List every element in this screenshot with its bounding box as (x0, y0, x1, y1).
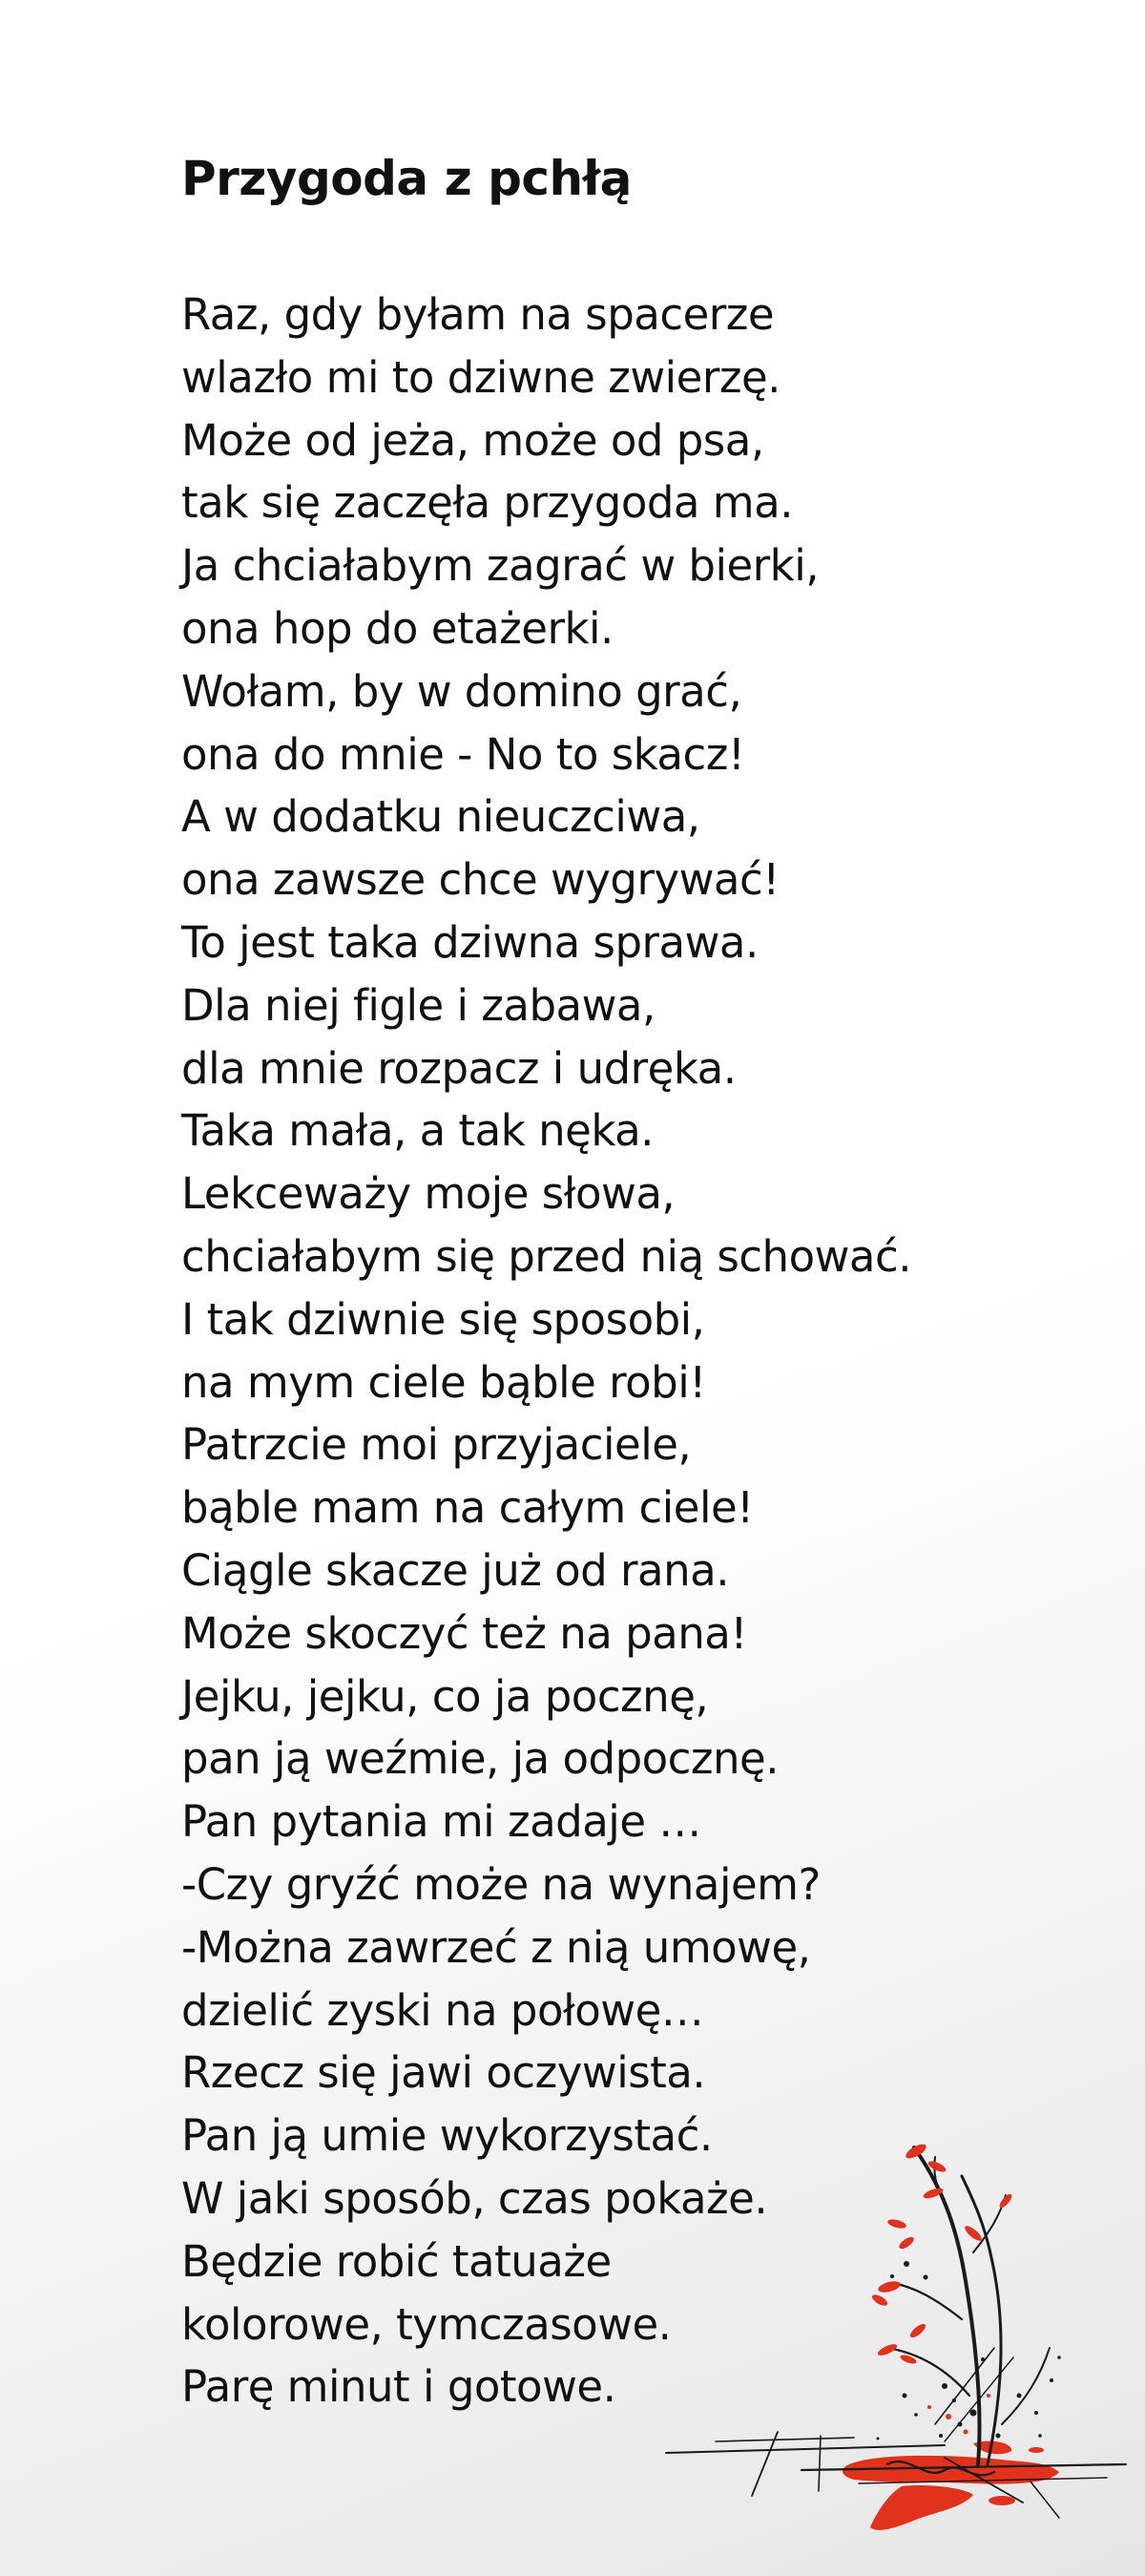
poem-line: -Czy gryźć może na wynajem? (181, 1858, 821, 1910)
poem-line: ona hop do etażerki. (181, 602, 614, 654)
branch (887, 2147, 1050, 2464)
poem-line: A w dodatku nieuczciwa, (181, 791, 700, 843)
poem-line: -Można zawrzeć z nią umowę, (181, 1921, 811, 1973)
poem-line: chciałabym się przed nią schować. (181, 1230, 912, 1282)
poem-body (181, 283, 911, 2419)
poem-line: Parę minut i gotowe. (181, 2361, 616, 2413)
poem-line: Wołam, by w domino grać, (181, 665, 742, 717)
poem-line: Dla niej figle i zabawa, (181, 979, 656, 1031)
poem-line: Raz, gdy byłam na spacerze (181, 289, 775, 340)
poem-line: Rzecz się jawi oczywista. (181, 2047, 706, 2099)
poem-line: To jest taka dziwna sprawa. (181, 916, 759, 968)
poem-line: dla mnie rozpacz i udręka. (181, 1042, 737, 1094)
red-leaves (870, 2142, 1013, 2366)
poem-line: ona do mnie - No to skacz! (181, 728, 745, 780)
poem-line: dzielić zyski na połowę… (181, 1984, 704, 2036)
poem-line: Pan pytania mi zadaje … (181, 1796, 701, 1848)
ink-branch-ornament-icon (658, 2109, 1145, 2576)
poem-line: wlazło mi to dziwne zwierzę. (181, 351, 781, 403)
poem-line: kolorowe, tymczasowe. (181, 2298, 672, 2350)
poem-line: Będzie robić tatuaże (181, 2235, 612, 2287)
red-ink-splash (843, 2441, 1059, 2530)
poem-line: ona zawsze chce wygrywać! (181, 854, 780, 906)
poem-line: bąble mam na całym ciele! (181, 1482, 754, 1534)
poem-line: Taka mała, a tak nęka. (181, 1105, 654, 1157)
poem-line: na mym ciele bąble robi! (181, 1356, 706, 1408)
poem-line: pan ją weźmie, ja odpocznę. (181, 1733, 780, 1785)
poem-line: Może od jeża, może od psa, (181, 414, 764, 466)
poem-line: Lekceważy moje słowa, (181, 1168, 676, 1220)
poem-line: Może skoczyć też na pana! (181, 1607, 747, 1659)
poem-title: Przygoda z pchłą (181, 151, 632, 206)
poem-line: Ja chciałabym zagrać w bierki, (181, 540, 820, 592)
poem-line: Jejku, jejku, co ja pocznę, (181, 1670, 709, 1722)
poem-line: tak się zaczęła przygoda ma. (181, 477, 794, 529)
poem-line: Pan ją umie wykorzystać. (181, 2110, 713, 2162)
poem-line: Ciągle skacze już od rana. (181, 1544, 730, 1596)
poem-line: I tak dziwnie się sposobi, (181, 1293, 705, 1345)
poem-line: Patrzcie moi przyjaciele, (181, 1419, 692, 1471)
poem-line: W jaki sposób, czas pokaże. (181, 2172, 768, 2224)
